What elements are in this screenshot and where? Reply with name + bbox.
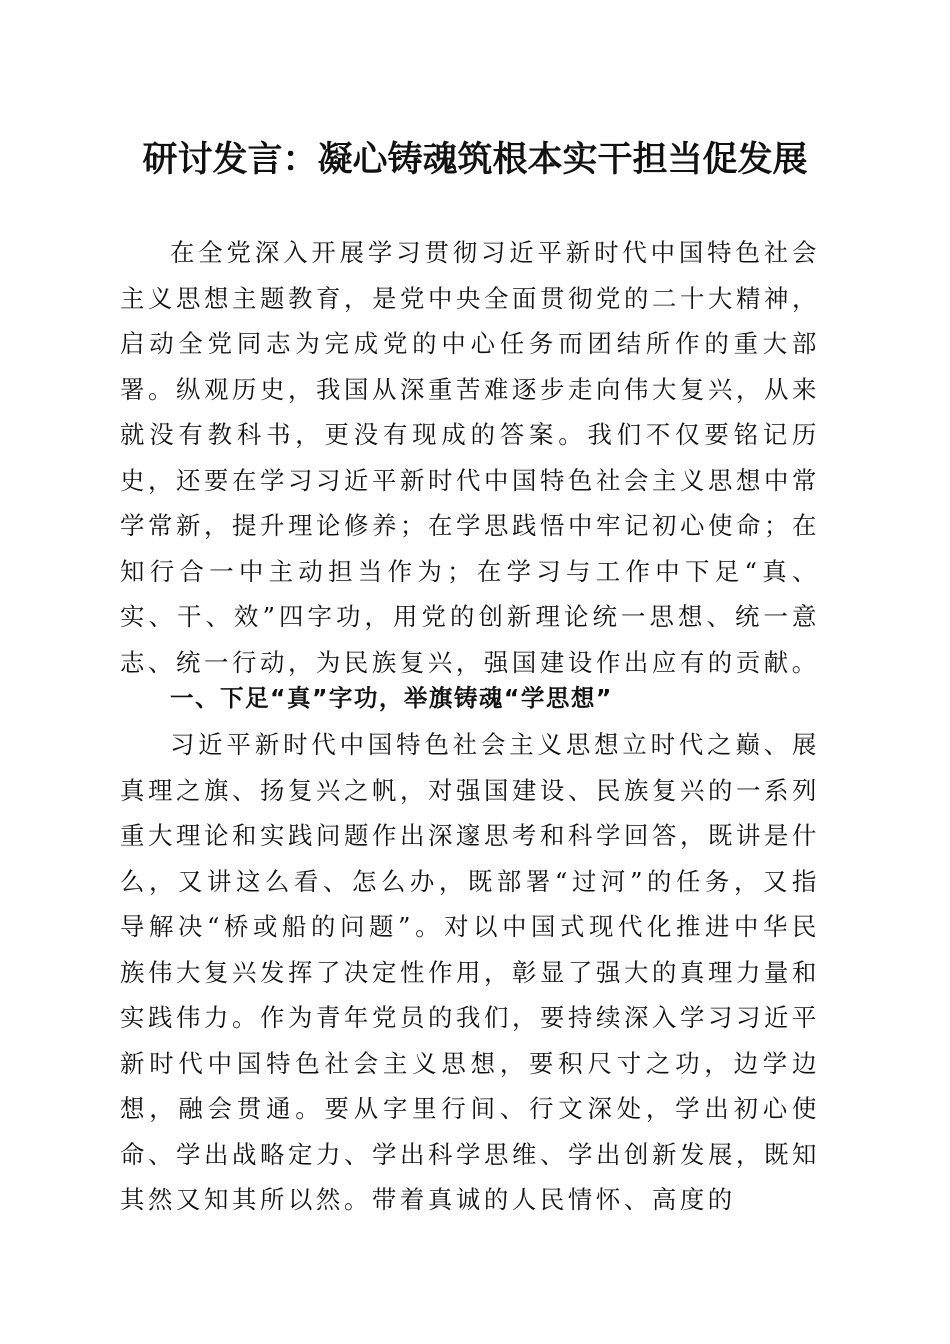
paragraph-text: 习近平新时代中国特色社会主义思想立时代之巅、展真理之旗、扬复兴之帆，对强国建设、民族复兴的一系列重大理论和实践问题作出深邃思考和科学回答，既讲是什么，又讲这么看、怎么办，既部署“过河”的任务，又指导解决“桥或船的问题”。对以中国式现代化推进中华民族伟大复兴发挥了决定性作用，彰显了强大的真理力量和实践伟力。作为青年党员的我们，要持续深入学习习近平新时代中国特色社会主义思想，要积尺寸之功，边学边想，融会贯通。要从字里行间、行文深处，学出初心使命、学出战略定力、学出科学思维、学出创新发展，既知其然又知其所以然。带着真诚的人民情怀、高度的: [120, 730, 820, 1214]
paragraph-section-1: [120, 722, 820, 1223]
document-title: 研讨发言：凝心铸魂筑根本实干担当促发展: [142, 139, 808, 180]
section-heading: 一、下足“真”字功，举旗铸魂“学思想”: [170, 684, 613, 712]
paragraph-intro: [120, 230, 820, 685]
paragraph-text: 在全党深入开展学习贯彻习近平新时代中国特色社会主义思想主题教育，是党中央全面贯彻党的二十大精神，启动全党同志为完成党的中心任务而团结所作的重大部署。纵观历史，我国从深重苦难逐步走向伟大复兴，从来就没有教科书，更没有现成的答案。我们不仅要铭记历史，还要在学习习近平新时代中国特色社会主义思想中常学常新，提升理论修养；在学思践悟中牢记初心使命；在知行合一中主动担当作为；在学习与工作中下足“真、实、干、效”四字功，用党的创新理论统一思想、统一意志、统一行动，为民族复兴，强国建设作出应有的贡献。: [120, 238, 820, 677]
